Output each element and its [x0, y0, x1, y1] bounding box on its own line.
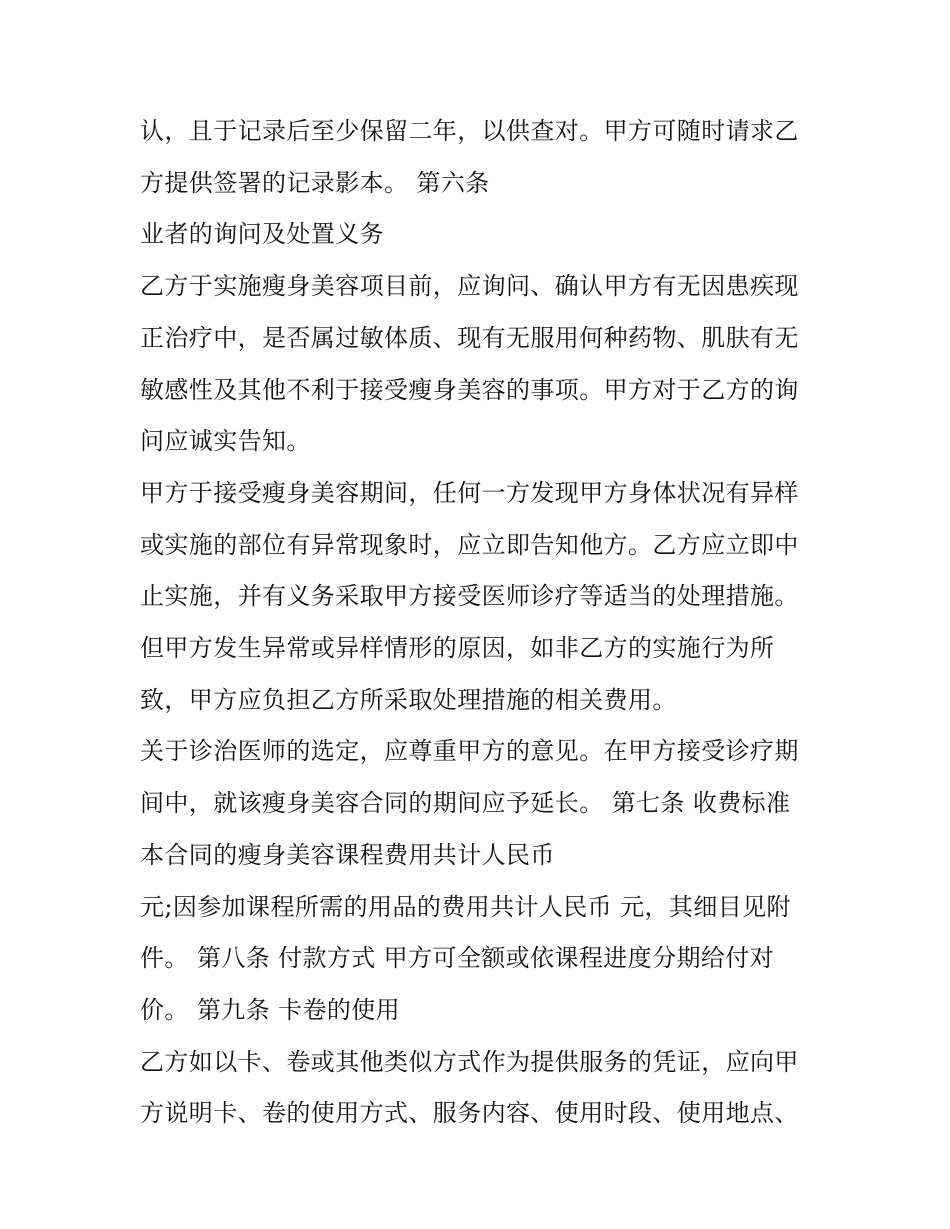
text-line: 乙方如以卡、卷或其他类似方式作为提供服务的凭证，应向甲 — [140, 1047, 799, 1076]
text-line: 止实施，并有义务采取甲方接受医师诊疗等适当的处理措施。 — [140, 582, 799, 611]
text-line: 间中，就该瘦身美容合同的期间应予延长。 第七条 收费标准 — [140, 789, 791, 818]
text-line: 乙方于实施瘦身美容项目前，应询问、确认甲方有无因患疾现 — [140, 272, 799, 301]
text-line: 认，且于记录后至少保留二年，以供查对。甲方可随时请求乙 — [140, 117, 799, 145]
text-line: 元;因参加课程所需的用品的费用共计人民币 元，其细目见附 — [140, 892, 791, 921]
text-line: 致，甲方应负担乙方所采取处理措施的相关费用。 — [140, 685, 677, 714]
text-line: 方提供签署的记录影本。 第六条 — [140, 168, 490, 197]
text-line: 问应诚实告知。 — [140, 427, 311, 456]
text-line: 件。 第八条 付款方式 甲方可全额或依课程进度分期给付对 — [140, 944, 775, 973]
text-line: 关于诊治医师的选定，应尊重甲方的意见。在甲方接受诊疗期 — [140, 737, 799, 766]
text-line: 本合同的瘦身美容课程费用共计人民币 — [140, 840, 555, 869]
text-line: 方说明卡、卷的使用方式、服务内容、使用时段、使用地点、 — [140, 1099, 799, 1128]
text-line: 价。 第九条 卡卷的使用 — [140, 995, 401, 1024]
text-line: 敏感性及其他不利于接受瘦身美容的事项。甲方对于乙方的询 — [140, 375, 799, 404]
text-line: 甲方于接受瘦身美容期间，任何一方发现甲方身体状况有异样 — [140, 478, 799, 507]
text-line: 业者的询问及处置义务 — [140, 220, 384, 249]
text-line: 正治疗中，是否属过敏体质、现有无服用何种药物、肌肤有无 — [140, 323, 799, 352]
text-line: 或实施的部位有异常现象时，应立即告知他方。乙方应立即中 — [140, 530, 799, 559]
contract-text-body — [140, 106, 820, 1140]
text-line: 但甲方发生异常或异样情形的原因，如非乙方的实施行为所 — [140, 634, 775, 663]
